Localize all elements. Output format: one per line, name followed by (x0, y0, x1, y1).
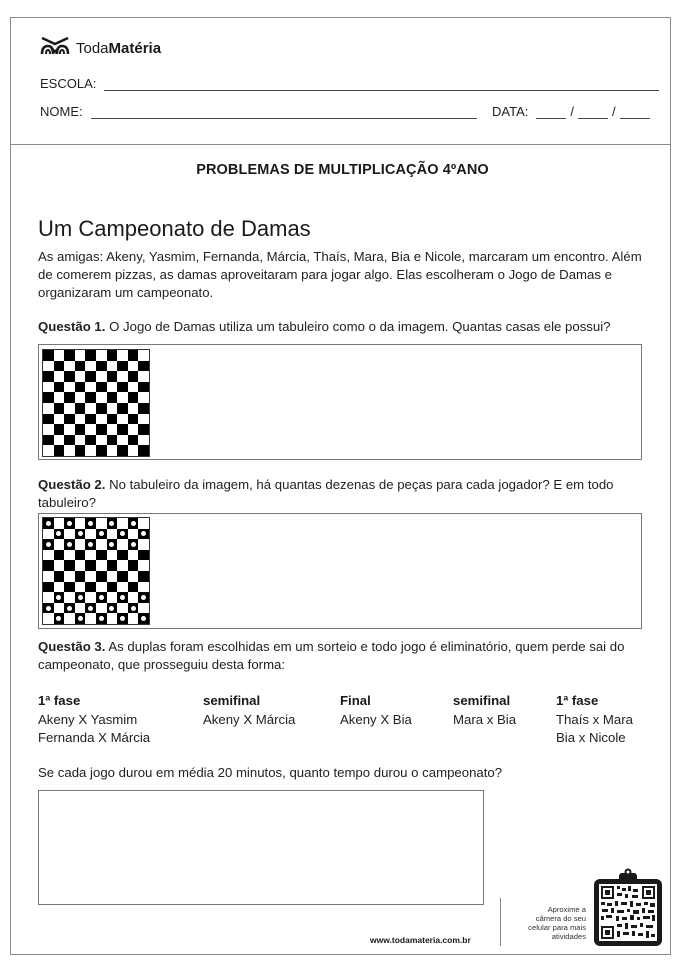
board-square-dark (96, 571, 107, 582)
board-square-dark (107, 539, 118, 550)
checker-piece (109, 606, 114, 611)
board-square-dark (75, 424, 86, 435)
checker-piece (141, 616, 146, 621)
story-title: Um Campeonato de Damas (38, 216, 311, 241)
match: Akeny X Bia (340, 711, 412, 727)
board-square-dark (138, 613, 149, 624)
board-square-light (96, 350, 107, 361)
board-square-dark (64, 392, 75, 403)
board-square-dark (64, 582, 75, 593)
phase-label: semifinal (203, 693, 261, 708)
checker-piece (99, 595, 104, 600)
board-square-light (75, 603, 86, 614)
board-square-dark (43, 582, 54, 593)
board-square-dark (96, 529, 107, 540)
board-square-light (107, 613, 118, 624)
board-square-dark (64, 435, 75, 446)
board-square-dark (75, 382, 86, 393)
checker-piece (120, 595, 125, 600)
phase-label: semifinal (453, 693, 511, 708)
question-3-answer-box[interactable] (38, 790, 484, 905)
board-square-light (75, 350, 86, 361)
board-square-dark (96, 550, 107, 561)
brand-name (76, 40, 161, 57)
board-square-dark (75, 571, 86, 582)
header-divider (10, 144, 671, 145)
board-square-dark (107, 603, 118, 614)
board-square-light (43, 613, 54, 624)
board-square-light (64, 613, 75, 624)
board-square-light (43, 445, 54, 456)
board-square-dark (138, 382, 149, 393)
board-square-light (43, 424, 54, 435)
board-square-dark (117, 445, 128, 456)
board-square-light (107, 592, 118, 603)
checker-piece (120, 616, 125, 621)
board-square-dark (138, 529, 149, 540)
board-square-dark (128, 414, 139, 425)
board-square-light (117, 582, 128, 593)
board-square-dark (107, 350, 118, 361)
board-square-dark (117, 613, 128, 624)
board-square-dark (117, 592, 128, 603)
checker-piece (78, 531, 83, 536)
match: Mara x Bia (453, 711, 517, 727)
board-square-light (85, 424, 96, 435)
phase-label: 1ª fase (556, 693, 599, 708)
question-3-followup: Se cada jogo durou em média 20 minutos, quanto tempo durou o campeonato? (38, 765, 503, 780)
board-square-light (117, 414, 128, 425)
board-square-dark (43, 371, 54, 382)
board-square-dark (138, 550, 149, 561)
board-square-dark (117, 571, 128, 582)
checker-piece (78, 616, 83, 621)
board-square-light (138, 603, 149, 614)
board-square-dark (85, 518, 96, 529)
board-square-dark (43, 435, 54, 446)
board-square-light (64, 571, 75, 582)
board-square-dark (107, 582, 118, 593)
checkerboard-with-pieces (42, 517, 150, 625)
board-square-light (85, 382, 96, 393)
board-square-dark (96, 403, 107, 414)
board-square-light (54, 414, 65, 425)
match: Akeny X Márcia (203, 711, 296, 727)
checker-piece (120, 531, 125, 536)
board-square-light (54, 560, 65, 571)
board-square-light (96, 539, 107, 550)
board-square-dark (75, 361, 86, 372)
board-square-dark (85, 350, 96, 361)
board-square-dark (107, 414, 118, 425)
board-square-light (138, 582, 149, 593)
board-square-dark (128, 582, 139, 593)
checker-piece (109, 521, 114, 526)
question-2-body: No tabuleiro da imagem, há quantas dezenas de peças para cada jogador? E em todo tabuleiro? (38, 477, 614, 510)
board-square-dark (96, 445, 107, 456)
board-square-dark (107, 392, 118, 403)
owl-logo-icon (40, 36, 70, 61)
question-1-label: Questão 1. (38, 319, 106, 334)
board-square-light (138, 350, 149, 361)
board-square-light (96, 560, 107, 571)
board-square-light (54, 582, 65, 593)
board-square-light (138, 539, 149, 550)
board-square-light (128, 571, 139, 582)
qr-caption-line: atividades (551, 932, 586, 941)
board-square-dark (128, 539, 139, 550)
board-square-light (75, 560, 86, 571)
question-3-label: Questão 3. (38, 639, 106, 654)
board-square-dark (128, 392, 139, 403)
board-square-light (128, 361, 139, 372)
board-square-dark (128, 371, 139, 382)
board-square-dark (64, 350, 75, 361)
board-square-light (117, 435, 128, 446)
checkerboard-empty (42, 349, 150, 457)
board-square-light (54, 371, 65, 382)
board-square-light (64, 592, 75, 603)
school-label: ESCOLA: (40, 76, 97, 91)
board-square-dark (54, 613, 65, 624)
checker-piece (56, 531, 61, 536)
board-square-light (96, 582, 107, 593)
board-square-dark (128, 518, 139, 529)
question-1-body: O Jogo de Damas utiliza um tabuleiro como o da imagem. Quantas casas ele possui? (105, 319, 611, 334)
board-square-light (43, 571, 54, 582)
board-square-light (128, 445, 139, 456)
board-square-dark (75, 613, 86, 624)
checker-piece (46, 606, 51, 611)
checker-piece (88, 542, 93, 547)
board-square-light (128, 529, 139, 540)
date-day-blank[interactable] (536, 118, 566, 119)
board-square-light (75, 539, 86, 550)
board-square-dark (85, 582, 96, 593)
school-field[interactable] (40, 76, 659, 91)
board-square-dark (117, 529, 128, 540)
board-square-dark (107, 371, 118, 382)
checker-piece (56, 595, 61, 600)
checker-piece (46, 542, 51, 547)
board-square-dark (117, 382, 128, 393)
board-square-dark (75, 445, 86, 456)
match: Akeny X Yasmim (38, 711, 138, 727)
board-square-dark (54, 445, 65, 456)
board-square-light (128, 613, 139, 624)
school-input-line[interactable] (104, 90, 659, 91)
board-square-dark (117, 424, 128, 435)
board-square-light (85, 529, 96, 540)
board-square-dark (43, 603, 54, 614)
board-square-light (96, 435, 107, 446)
bracket-column-left-semifinal (203, 692, 295, 729)
board-square-dark (75, 529, 86, 540)
board-square-dark (43, 560, 54, 571)
board-square-light (85, 592, 96, 603)
date-field[interactable] (492, 104, 654, 119)
board-square-dark (54, 571, 65, 582)
board-square-dark (54, 424, 65, 435)
question-2-label: Questão 2. (38, 477, 106, 492)
phase-label: Final (340, 693, 371, 708)
board-square-light (75, 582, 86, 593)
board-square-light (117, 392, 128, 403)
tournament-bracket (38, 692, 648, 752)
qr-caption-line: câmera do seu (535, 914, 586, 923)
board-square-light (107, 529, 118, 540)
board-square-light (128, 592, 139, 603)
date-separator: / (570, 104, 574, 119)
checker-piece (141, 595, 146, 600)
board-square-dark (96, 613, 107, 624)
board-square-dark (64, 539, 75, 550)
board-square-light (64, 529, 75, 540)
board-square-light (128, 424, 139, 435)
board-square-light (43, 550, 54, 561)
match: Fernanda X Márcia (38, 730, 151, 745)
board-square-light (54, 539, 65, 550)
qr-caption (508, 905, 586, 941)
board-square-dark (128, 560, 139, 571)
bracket-column-right-semifinal (453, 692, 516, 729)
site-url[interactable]: www.todamateria.com.br (370, 935, 471, 945)
board-square-dark (128, 350, 139, 361)
match: Thaís x Mara (556, 711, 633, 727)
board-square-dark (85, 603, 96, 614)
qr-code-clipboard-icon[interactable] (592, 868, 664, 953)
board-square-dark (64, 603, 75, 614)
footer-divider (500, 898, 501, 946)
board-square-dark (138, 403, 149, 414)
board-square-light (128, 403, 139, 414)
board-square-light (43, 592, 54, 603)
board-square-light (64, 445, 75, 456)
board-square-dark (75, 592, 86, 603)
board-square-dark (64, 518, 75, 529)
board-square-dark (96, 592, 107, 603)
board-square-light (117, 518, 128, 529)
board-square-light (85, 550, 96, 561)
board-square-light (64, 361, 75, 372)
question-3-text (38, 638, 646, 674)
checker-piece (67, 542, 72, 547)
board-square-light (85, 613, 96, 624)
board-square-light (96, 518, 107, 529)
board-square-dark (85, 392, 96, 403)
board-square-light (85, 445, 96, 456)
board-square-dark (43, 392, 54, 403)
brand-logo (40, 36, 161, 61)
board-square-light (64, 550, 75, 561)
board-square-light (75, 414, 86, 425)
board-square-dark (128, 603, 139, 614)
question-2-text (38, 476, 646, 512)
board-square-light (75, 371, 86, 382)
board-square-dark (54, 382, 65, 393)
board-square-light (85, 361, 96, 372)
checker-piece (141, 531, 146, 536)
board-square-light (138, 414, 149, 425)
board-square-light (54, 518, 65, 529)
board-square-dark (85, 539, 96, 550)
bracket-column-right-first-phase (556, 692, 633, 748)
board-square-light (107, 361, 118, 372)
board-square-light (117, 350, 128, 361)
board-square-dark (138, 592, 149, 603)
board-square-dark (107, 560, 118, 571)
board-square-light (54, 435, 65, 446)
board-square-light (75, 518, 86, 529)
intro-paragraph: As amigas: Akeny, Yasmim, Fernanda, Márcia, Thaís, Mara, Bia e Nicole, marcaram um encontro. Além de comerem pizzas, as damas aproveitaram para jogar algo. Elas escolheram o Jogo de Damas e organizaram um campeonato. (38, 249, 642, 300)
board-square-dark (64, 414, 75, 425)
board-square-dark (43, 539, 54, 550)
board-square-light (43, 403, 54, 414)
board-square-dark (43, 414, 54, 425)
board-square-dark (75, 550, 86, 561)
board-square-light (138, 435, 149, 446)
board-square-light (75, 392, 86, 403)
board-square-dark (43, 350, 54, 361)
match: Bia x Nicole (556, 730, 626, 745)
board-square-light (43, 361, 54, 372)
name-label: NOME: (40, 104, 83, 119)
board-square-light (85, 403, 96, 414)
checker-piece (56, 616, 61, 621)
board-square-light (96, 414, 107, 425)
question-3-body: As duplas foram escolhidas em um sorteio e todo jogo é eliminatório, quem perde sai do campeonato, que prosseguiu desta forma: (38, 639, 625, 672)
board-square-light (54, 603, 65, 614)
board-square-light (107, 445, 118, 456)
board-square-dark (54, 361, 65, 372)
brand-name-regular: Toda (76, 40, 109, 57)
board-square-dark (138, 445, 149, 456)
board-square-dark (138, 571, 149, 582)
board-square-dark (54, 592, 65, 603)
board-square-dark (138, 424, 149, 435)
board-square-light (64, 424, 75, 435)
sheet-title: PROBLEMAS DE MULTIPLICAÇÃO 4ºANO (196, 162, 489, 178)
board-square-light (138, 371, 149, 382)
board-square-light (85, 571, 96, 582)
board-square-light (117, 371, 128, 382)
checker-piece (99, 531, 104, 536)
brand-name-bold: Matéria (108, 40, 162, 57)
board-square-dark (96, 382, 107, 393)
date-year-blank[interactable] (620, 118, 650, 119)
board-square-light (117, 560, 128, 571)
board-square-light (117, 539, 128, 550)
checker-piece (88, 606, 93, 611)
checker-piece (99, 616, 104, 621)
qr-caption-line: Aproxime a (547, 905, 586, 914)
board-square-light (96, 371, 107, 382)
board-square-dark (43, 518, 54, 529)
board-square-light (128, 550, 139, 561)
board-square-light (107, 382, 118, 393)
phase-label: 1ª fase (38, 693, 81, 708)
board-square-dark (107, 518, 118, 529)
board-square-light (117, 603, 128, 614)
board-square-dark (117, 361, 128, 372)
checker-piece (88, 521, 93, 526)
date-separator: / (611, 104, 616, 119)
checker-piece (46, 521, 51, 526)
board-square-light (96, 392, 107, 403)
checker-piece (109, 542, 114, 547)
board-square-light (64, 382, 75, 393)
qr-caption-line: celular para mais (528, 923, 586, 932)
board-square-light (43, 529, 54, 540)
checker-piece (131, 606, 136, 611)
date-label: DATA: (492, 104, 529, 119)
board-square-dark (138, 361, 149, 372)
board-square-light (107, 550, 118, 561)
board-square-light (96, 603, 107, 614)
board-square-light (64, 403, 75, 414)
bracket-column-final (340, 692, 412, 729)
board-square-dark (85, 435, 96, 446)
board-square-dark (96, 361, 107, 372)
name-field[interactable] (40, 104, 477, 119)
board-square-dark (54, 550, 65, 561)
question-1-text (38, 318, 646, 336)
board-square-light (43, 382, 54, 393)
board-square-light (54, 350, 65, 361)
board-square-light (138, 392, 149, 403)
board-square-light (107, 571, 118, 582)
board-square-light (107, 424, 118, 435)
checker-piece (67, 521, 72, 526)
board-square-dark (107, 435, 118, 446)
board-square-dark (54, 529, 65, 540)
board-square-dark (64, 560, 75, 571)
board-square-light (107, 403, 118, 414)
board-square-light (75, 435, 86, 446)
board-square-dark (54, 403, 65, 414)
board-square-light (54, 392, 65, 403)
date-month-blank[interactable] (578, 118, 608, 119)
board-square-dark (128, 435, 139, 446)
board-square-dark (85, 371, 96, 382)
bracket-column-left-first-phase (38, 692, 150, 748)
board-square-dark (85, 560, 96, 571)
board-square-dark (85, 414, 96, 425)
checker-piece (131, 521, 136, 526)
name-input-line[interactable] (91, 118, 477, 119)
board-square-light (138, 518, 149, 529)
board-square-dark (64, 371, 75, 382)
board-square-dark (75, 403, 86, 414)
board-square-dark (96, 424, 107, 435)
checker-piece (78, 595, 83, 600)
checker-piece (67, 606, 72, 611)
board-square-light (138, 560, 149, 571)
board-square-dark (117, 550, 128, 561)
board-square-dark (117, 403, 128, 414)
board-square-light (128, 382, 139, 393)
checker-piece (131, 542, 136, 547)
